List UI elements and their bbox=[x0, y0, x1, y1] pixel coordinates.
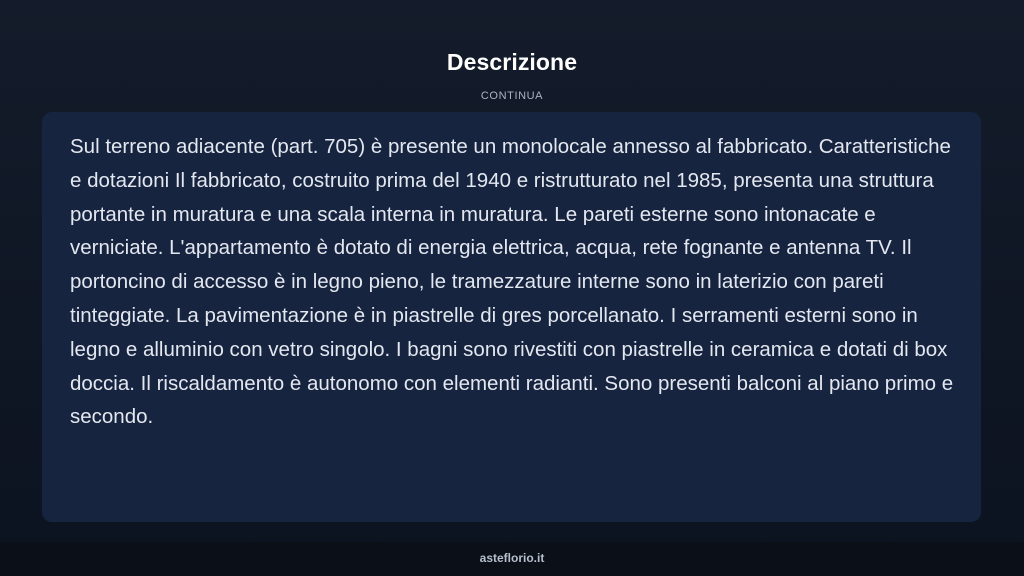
continue-label: CONTINUA bbox=[480, 90, 544, 102]
footer-site-label: asteflorio.it bbox=[479, 551, 545, 565]
footer-bar bbox=[0, 542, 1024, 576]
description-text: Sul terreno adiacente (part. 705) è presente un monolocale annesso al fabbricato. Caratteristiche e dotazioni Il fabbricato, costruito prima del 1940 e ristrutturato nel 1985, presenta una struttura portante in muratura e una scala interna in muratura. Le pareti esterne sono intonacate e verniciate. L'appartamento è dotato di energia elettrica, acqua, rete fognante e antenna TV. Il portoncino di accesso è in legno pieno, le tramezzature interne sono in laterizio con pareti tinteggiate. La pavimentazione è in piastrelle di gres porcellanato. I serramenti esterni sono in legno e alluminio con vetro singolo. I bagni sono rivestiti con piastrelle in ceramica e dotati di box doccia. Il riscaldamento è autonomo con elementi radianti. Sono presenti balconi al piano primo e secondo. bbox=[70, 135, 954, 429]
page-title: Descrizione bbox=[446, 49, 578, 75]
description-card bbox=[42, 112, 981, 522]
